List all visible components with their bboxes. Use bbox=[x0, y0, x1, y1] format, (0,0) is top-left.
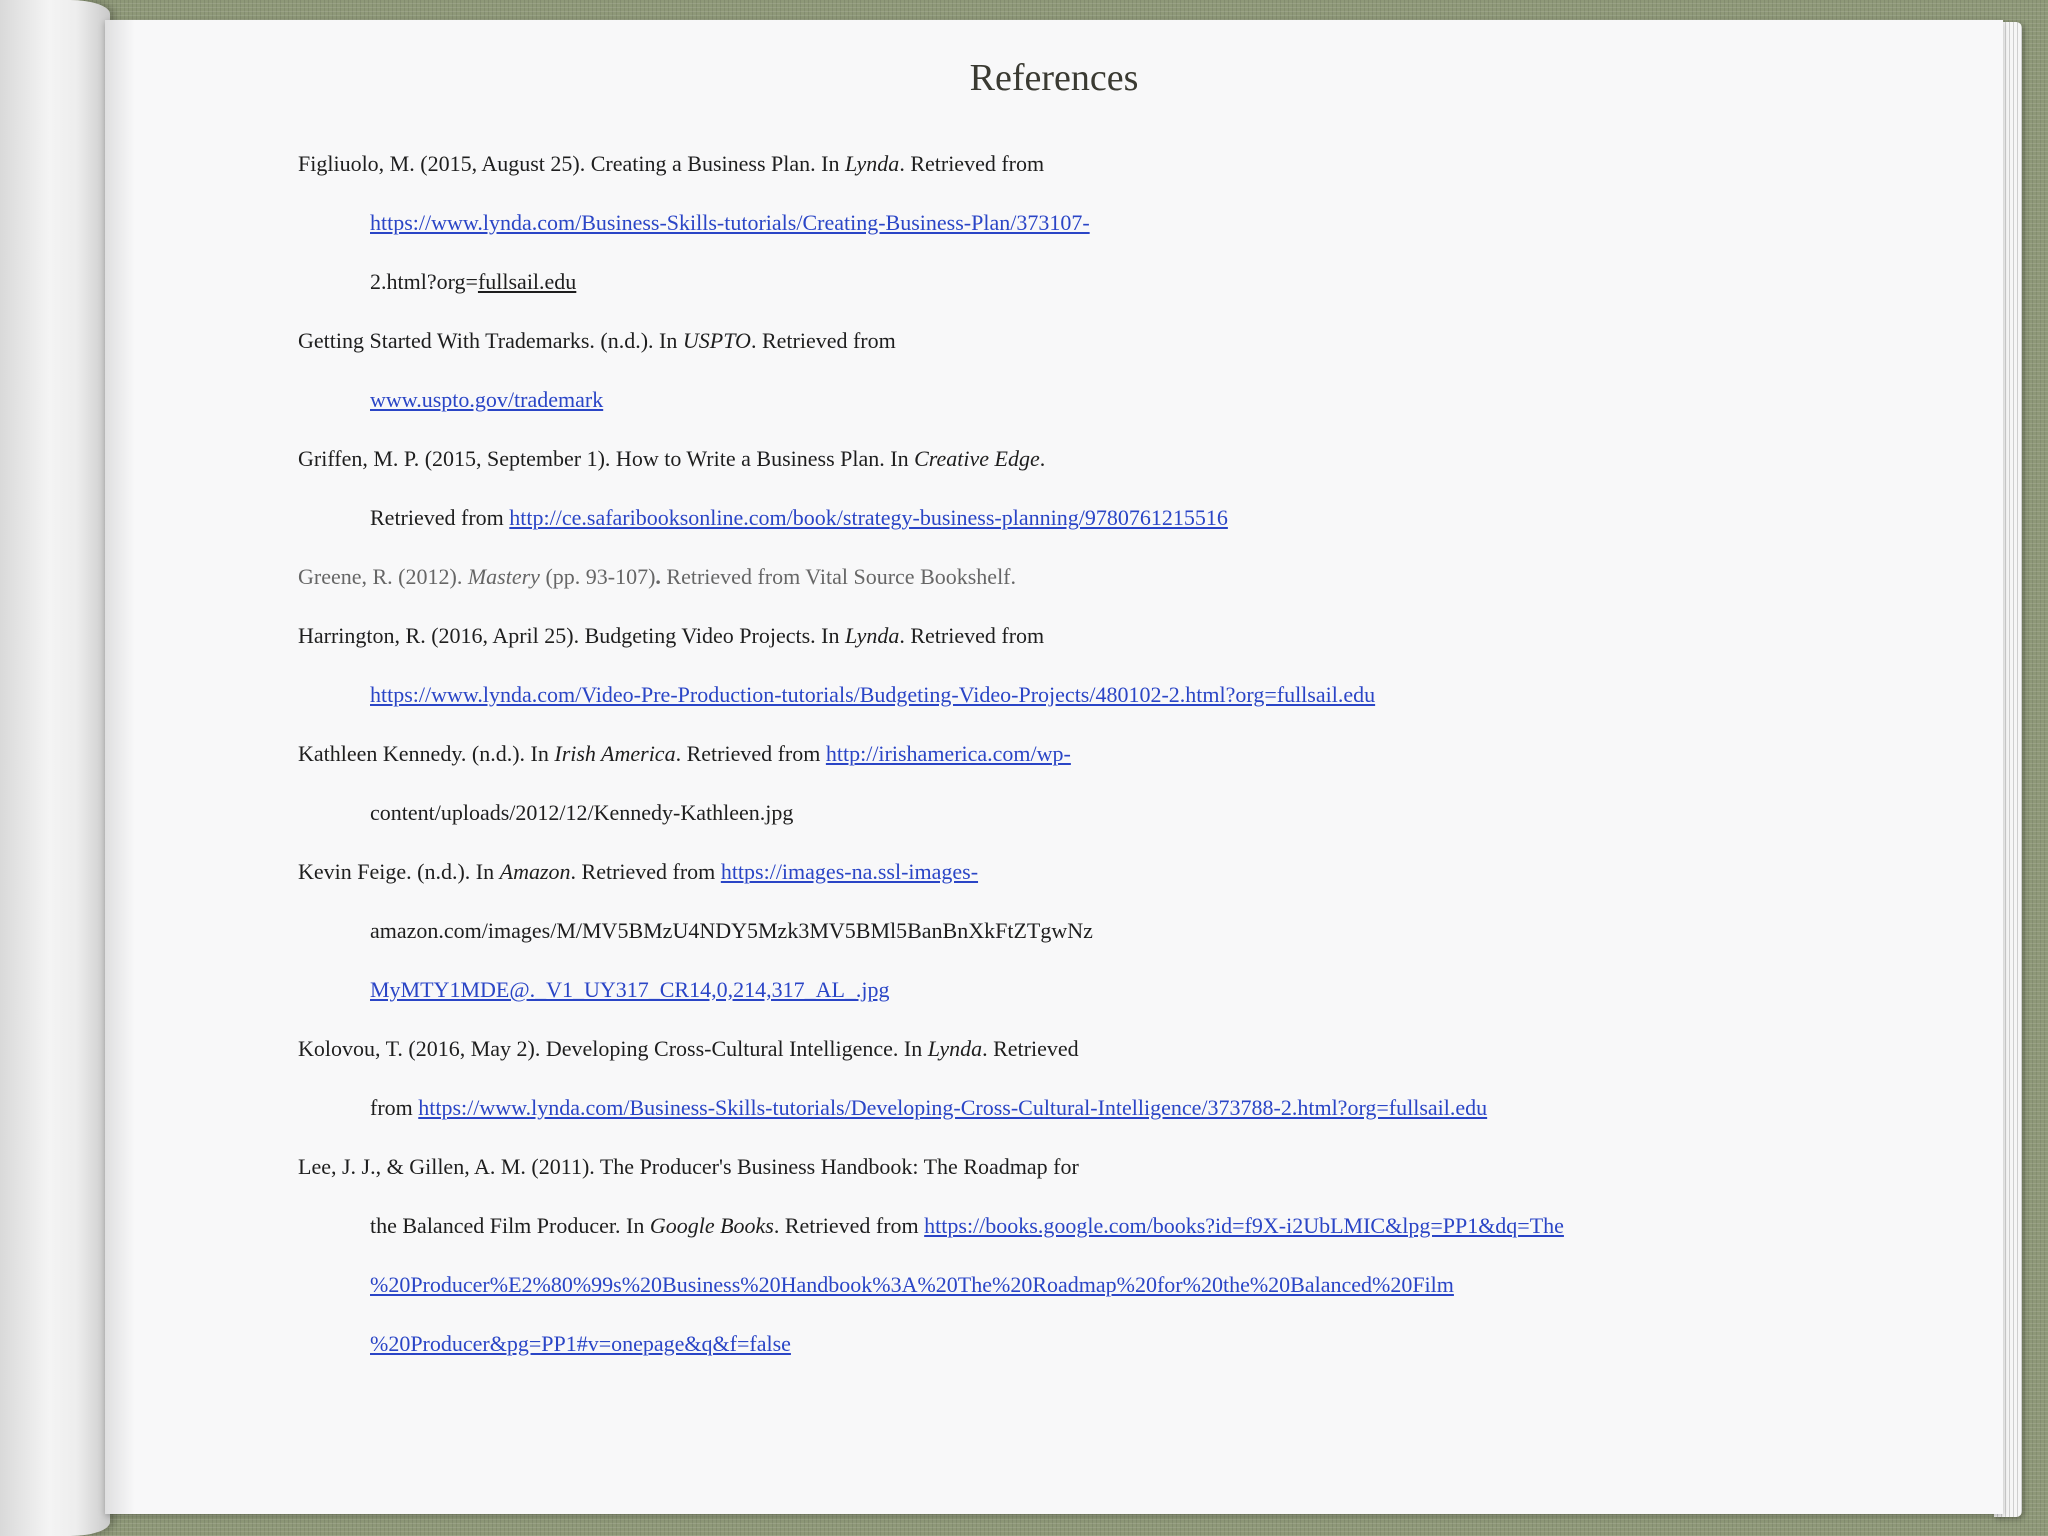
reference-text: Getting Started With Trademarks. (n.d.). In bbox=[298, 328, 683, 353]
reference-line bbox=[298, 966, 1963, 1025]
reference-link[interactable]: https://www.lynda.com/Business-Skills-tutorials/Creating-Business-Plan/373107- bbox=[370, 210, 1090, 235]
left-page-curl bbox=[0, 0, 110, 1536]
reference-text: . bbox=[655, 564, 661, 589]
reference-greene bbox=[298, 553, 1963, 612]
reference-kennedy bbox=[298, 730, 1963, 848]
reference-link[interactable]: http://irishamerica.com/wp- bbox=[825, 741, 1071, 766]
reference-line bbox=[298, 1084, 1963, 1143]
reference-text: . Retrieved from bbox=[570, 859, 721, 884]
reference-line bbox=[298, 258, 1963, 317]
reference-link[interactable]: MyMTY1MDE@._V1_UY317_CR14,0,214,317_AL_.jpg bbox=[370, 977, 890, 1002]
document-page bbox=[105, 20, 2003, 1514]
reference-line bbox=[298, 1025, 1963, 1084]
reference-line bbox=[298, 317, 1963, 376]
reference-text: content/uploads/2012/12/Kennedy-Kathleen.jpg bbox=[370, 800, 794, 825]
reference-text: . Retrieved from bbox=[750, 328, 896, 353]
reference-line bbox=[298, 1202, 1963, 1261]
reference-link[interactable]: %20Producer%E2%80%99s%20Business%20Handbook%3A%20The%20Roadmap%20for%20the%20Balanced%20Film bbox=[370, 1272, 1454, 1297]
source-title: Amazon bbox=[499, 859, 571, 884]
reference-link[interactable]: https://www.lynda.com/Video-Pre-Production-tutorials/Budgeting-Video-Projects/480102-2.html?org=fullsail.edu bbox=[370, 682, 1376, 707]
reference-line bbox=[298, 848, 1963, 907]
reference-line bbox=[298, 612, 1963, 671]
underlined-text: fullsail.edu bbox=[477, 269, 577, 294]
reference-text: . Retrieved from bbox=[773, 1213, 925, 1238]
reference-text: amazon.com/images/M/MV5BMzU4NDY5Mzk3MV5BMl5BanBnXkFtZTgwNz bbox=[370, 918, 1093, 943]
reference-text: from bbox=[370, 1095, 419, 1120]
page-title: References bbox=[969, 57, 1139, 99]
reference-harrington bbox=[298, 612, 1963, 730]
reference-link[interactable]: https://www.lynda.com/Business-Skills-tutorials/Developing-Cross-Cultural-Intelligence/373788-2.html?org=fullsail.edu bbox=[418, 1095, 1488, 1120]
source-title: Creative Edge bbox=[914, 446, 1040, 471]
reference-text: Greene, R. (2012). bbox=[298, 564, 468, 589]
reference-griffen bbox=[298, 435, 1963, 553]
reference-line bbox=[298, 789, 1963, 848]
reference-text: 2.html?org= bbox=[370, 269, 478, 294]
reference-text: . bbox=[1039, 446, 1046, 471]
source-title: Mastery bbox=[467, 564, 540, 589]
reference-text: Retrieved from Vital Source Bookshelf. bbox=[660, 564, 1017, 589]
reference-lee bbox=[298, 1143, 1963, 1379]
reference-line bbox=[298, 553, 1963, 612]
source-title: Lynda bbox=[927, 1036, 983, 1061]
reference-text: . Retrieved from bbox=[899, 623, 1045, 648]
reference-link[interactable]: https://books.google.com/books?id=f9X-i2UbLMIC&lpg=PP1&dq=The bbox=[924, 1213, 1564, 1238]
reference-link[interactable]: http://ce.safaribooksonline.com/book/strategy-business-planning/9780761215516 bbox=[509, 505, 1228, 530]
reference-text: . Retrieved from bbox=[899, 151, 1045, 176]
reference-line bbox=[298, 1143, 1963, 1202]
reference-line bbox=[298, 435, 1963, 494]
source-title: Lynda bbox=[845, 623, 900, 648]
source-title: Irish America bbox=[554, 741, 676, 766]
reference-figliuolo bbox=[298, 140, 1963, 317]
reference-link[interactable]: %20Producer&pg=PP1#v=onepage&q&f=false bbox=[370, 1331, 791, 1356]
reference-line bbox=[298, 671, 1963, 730]
reference-text: the Balanced Film Producer. In bbox=[370, 1213, 650, 1238]
reference-text: (pp. 93-107) bbox=[539, 564, 656, 589]
reference-text: Kevin Feige. (n.d.). In bbox=[298, 859, 500, 884]
reference-text: Griffen, M. P. (2015, September 1). How to Write a Business Plan. In bbox=[298, 446, 915, 471]
reference-uspto bbox=[298, 317, 1963, 435]
reference-kolovou bbox=[298, 1025, 1963, 1143]
reference-text: Harrington, R. (2016, April 25). Budgeting Video Projects. In bbox=[298, 623, 845, 648]
source-title: Lynda bbox=[844, 151, 900, 176]
reference-line bbox=[298, 1320, 1963, 1379]
reference-text: Kolovou, T. (2016, May 2). Developing Cross-Cultural Intelligence. In bbox=[298, 1036, 928, 1061]
reference-text: Lee, J. J., & Gillen, A. M. (2011). The Producer's Business Handbook: The Roadmap for bbox=[298, 1154, 1079, 1179]
reference-line bbox=[298, 907, 1963, 966]
source-title: USPTO bbox=[682, 328, 751, 353]
reference-text: . Retrieved bbox=[982, 1036, 1079, 1061]
reference-line bbox=[298, 730, 1963, 789]
reference-line bbox=[298, 494, 1963, 553]
reference-link[interactable]: https://images-na.ssl-images- bbox=[720, 859, 979, 884]
source-title: Google Books bbox=[649, 1213, 774, 1238]
reference-line bbox=[298, 376, 1963, 435]
reference-text: Kathleen Kennedy. (n.d.). In bbox=[298, 741, 555, 766]
reference-text: Figliuolo, M. (2015, August 25). Creating a Business Plan. In bbox=[298, 151, 845, 176]
reference-line bbox=[298, 1261, 1963, 1320]
reference-text: . Retrieved from bbox=[675, 741, 826, 766]
reference-feige bbox=[298, 848, 1963, 1025]
reference-line bbox=[298, 199, 1963, 258]
reference-link[interactable]: www.uspto.gov/trademark bbox=[370, 387, 604, 412]
reference-line bbox=[298, 140, 1963, 199]
reference-text: Retrieved from bbox=[370, 505, 510, 530]
reference-list bbox=[298, 140, 1963, 1379]
